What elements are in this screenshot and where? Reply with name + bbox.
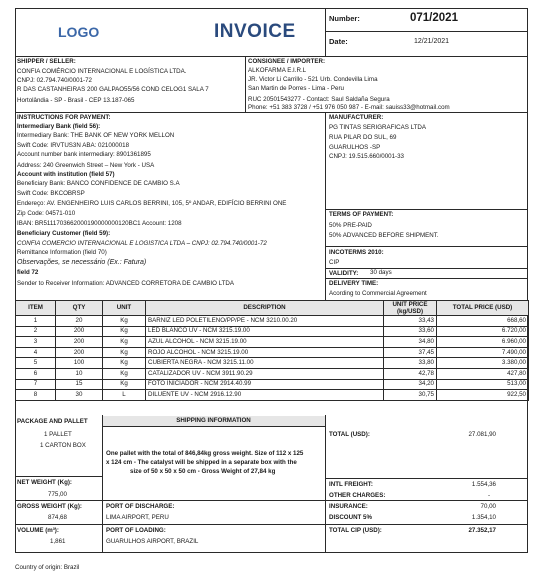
package-line: 1 PALLET	[44, 431, 72, 438]
cell-item: 6	[16, 368, 56, 379]
insurance-label: INSURANCE:	[329, 503, 368, 510]
cell-item: 3	[16, 337, 56, 348]
cell-total-price: 513,00	[437, 379, 529, 390]
gross-weight-label: GROSS WEIGHT (Kg):	[17, 503, 82, 510]
shipping-line: One pallet with the total of 846,84kg gross weight. Size of 112 x 125	[106, 450, 304, 457]
cell-unit: Kg	[103, 316, 146, 327]
cell-qty: 200	[56, 337, 103, 348]
discharge-label: PORT OF DISCHARGE:	[106, 503, 175, 510]
payment-line: IBAN: BR5111703662000190000000120BC1 Account: 1208	[17, 220, 182, 227]
insurance-value: 70,00	[480, 503, 496, 510]
consignee-line: ALKOFARMA E.I.R.L	[248, 67, 307, 74]
cell-item: 8	[16, 390, 56, 401]
payment-line: Zip Code: 04571-010	[17, 210, 76, 217]
country-of-origin: Country of origin: Brazil	[15, 564, 80, 571]
remittance-line: Remittance Information (field 70)	[17, 249, 107, 256]
terms-line: 50% ADVANCED BEFORE SHIPMENT.	[329, 232, 439, 239]
cell-qty: 200	[56, 347, 103, 358]
net-weight-top-rule	[15, 476, 102, 477]
discharge-value: LIMA AIRPORT, PERU	[106, 514, 169, 521]
consignee-label: CONSIGNEE / IMPORTER:	[248, 58, 326, 65]
payment-line: Swift Code: BKCOBRSP	[17, 190, 85, 197]
incoterms-value: CIP	[329, 259, 340, 266]
incoterms-label: INCOTERMS 2010:	[329, 249, 384, 256]
total-label: TOTAL (USD):	[329, 431, 370, 438]
table-row	[16, 326, 529, 337]
shipper-divider	[245, 56, 246, 112]
volume-top-rule	[15, 524, 528, 525]
total-cip-value: 27.352,17	[468, 527, 496, 534]
col-header-qty: QTY	[56, 301, 103, 316]
cell-item: 4	[16, 347, 56, 358]
manufacturer-line: RUA PILAR DO SUL, 69	[329, 134, 397, 141]
shipping-line: x 124 cm - The catalyst will be shipped in a separate box with the	[106, 459, 297, 466]
cell-description: CUBIERTA NEGRA - NCM 3215.11.00	[146, 358, 384, 369]
header-divider	[325, 8, 326, 56]
terms-top-rule	[325, 209, 528, 210]
manufacturer-line: PG TINTAS SERIGRAFICAS LTDA	[329, 124, 426, 131]
cell-unit: Kg	[103, 337, 146, 348]
cell-unit-price: 30,75	[384, 390, 437, 401]
cell-total-price: 6.720,00	[437, 326, 529, 337]
cell-qty: 200	[56, 326, 103, 337]
payment-line: Swift Code: IRVTUS3N ABA: 021000018	[17, 142, 130, 149]
field72-label: field 72	[17, 269, 39, 276]
discount-value: 1.354,10	[471, 514, 496, 521]
terms-label: TERMS OF PAYMENT:	[329, 211, 394, 218]
cell-description: BARNIZ LED POLETILENO/PP/PE - NCM 3210.00.20	[146, 316, 384, 327]
sender-line: Sender to Receiver Information: ADVANCED CORRETORA DE CAMBIO LTDA	[17, 280, 234, 287]
freight-value: 1.554,36	[471, 481, 496, 488]
consignee-line: RUC 20501543277 - Contact: Saul Saldaña Segura	[248, 96, 390, 103]
net-weight-value: 775,00	[48, 491, 67, 498]
header-mid-rule	[325, 31, 528, 32]
shipper-line: R DAS CASTANHEIRAS 200 GALPAO55/56 COND CELOG1 SALA 7	[17, 86, 209, 93]
cell-unit-price: 34,20	[384, 379, 437, 390]
cell-unit-price: 33,43	[384, 316, 437, 327]
net-weight-label: NET WEIGHT (Kg):	[17, 479, 72, 486]
cell-total-price: 6.960,00	[437, 337, 529, 348]
cell-description: AZUL ALCOHOL - NCM 3215.19.00	[146, 337, 384, 348]
consignee-line: San Martin de Porres - Lima - Peru	[248, 85, 344, 92]
cell-description: CATALIZADOR UV - NCM 3911.90.29	[146, 368, 384, 379]
cell-total-price: 427,80	[437, 368, 529, 379]
payment-line: Address: 240 Greenwich Street – New York - USA	[17, 162, 155, 169]
header-bottom-rule	[15, 56, 528, 57]
cell-description: FOTO INICIADOR - NCM 2914.40.99	[146, 379, 384, 390]
cell-item: 1	[16, 316, 56, 327]
validity-label: VALIDITY:	[329, 270, 359, 277]
table-row	[16, 347, 529, 358]
shipper-label: SHIPPER / SELLER:	[17, 58, 76, 65]
payment-label: INSTRUCTIONS FOR PAYMENT:	[17, 114, 111, 121]
freight-label: INTL FREIGHT:	[329, 481, 373, 488]
package-label: PACKAGE AND PALLET	[17, 418, 88, 425]
table-row	[16, 379, 529, 390]
consignee-line: JR. Victor Li Carrillo - 521 Urb. Condevilla Lima	[248, 76, 378, 83]
table-row	[16, 358, 529, 369]
company-logo: LOGO	[58, 24, 100, 40]
payment-divider	[325, 112, 326, 300]
cell-item: 5	[16, 358, 56, 369]
delivery-top-rule	[325, 278, 528, 279]
gross-weight-value: 874,68	[48, 514, 67, 521]
cell-item: 7	[16, 379, 56, 390]
cell-unit: Kg	[103, 326, 146, 337]
cell-qty: 15	[56, 379, 103, 390]
table-row	[16, 390, 529, 401]
cell-unit: Kg	[103, 368, 146, 379]
intermediary-label: Intermediary Bank (field 56):	[17, 123, 101, 130]
validity-top-rule	[325, 268, 528, 269]
delivery-value: Acording to Commercial Agreement	[329, 290, 427, 297]
shipper-line: CNPJ: 02.794.740/0001-72	[17, 77, 92, 84]
col-header-description: DESCRIPTION	[146, 301, 384, 316]
payment-line: Beneficiary Bank: BANCO CONFIDENCE DE CAMBIO S.A	[17, 180, 180, 187]
institution-label: Account with institution (field 57)	[17, 171, 115, 178]
cell-unit-price: 33,80	[384, 358, 437, 369]
total-value: 27.081,90	[468, 431, 496, 438]
cell-qty: 20	[56, 316, 103, 327]
validity-value: 30 days	[370, 269, 392, 276]
col-header-unit: UNIT	[103, 301, 146, 316]
shipper-line: Hortolândia - SP - Brasil - CEP 13.187-065	[17, 97, 135, 104]
shipper-line: CONFIA COMÉRCIO INTERNACIONAL E LOGÍSTICA LTDA.	[17, 68, 187, 75]
manufacturer-line: GUARULHOS -SP	[329, 144, 381, 151]
invoice-title: INVOICE	[214, 21, 296, 42]
package-line: 1 CARTON BOX	[40, 442, 86, 449]
manufacturer-label: MANUFACTURER:	[329, 114, 384, 121]
consignee-line: Phone: +51 383 3728 / +51 976 050 987 - E-mail: sauiss33@hotmail.com	[248, 104, 450, 111]
payment-line: Intermediary Bank: THE BANK OF NEW YORK MELLON	[17, 132, 175, 139]
table-row	[16, 316, 529, 327]
other-charges-label: OTHER CHARGES:	[329, 492, 386, 499]
discount-label: DISCOUNT 5%	[329, 514, 372, 521]
volume-label: VOLUME (m³):	[17, 527, 59, 534]
cell-total-price: 3.380,00	[437, 358, 529, 369]
cell-qty: 100	[56, 358, 103, 369]
beneficiary-label: Beneficiary Customer (field 59):	[17, 230, 111, 237]
total-cip-label: TOTAL CIP (USD):	[329, 527, 382, 534]
number-label: Number:	[329, 14, 360, 23]
shipping-line: size of 50 x 50 x 50 cm - Gross Weight of 27,84 kg	[130, 468, 276, 475]
cell-total-price: 668,60	[437, 316, 529, 327]
date-value: 12/21/2021	[414, 38, 450, 45]
cell-description: LED BLANCO UV - NCM 3215.19.00	[146, 326, 384, 337]
shipping-label: SHIPPING INFORMATION	[176, 417, 251, 424]
cell-total-price: 7.490,00	[437, 347, 529, 358]
cell-description: ROJO ALCOHOL - NCM 3215.19.00	[146, 347, 384, 358]
col-header-total-price: TOTAL PRICE (USD)	[437, 301, 529, 316]
cell-total-price: 922,50	[437, 390, 529, 401]
cell-unit: L	[103, 390, 146, 401]
date-label: Date:	[329, 37, 348, 46]
delivery-label: DELIVERY TIME:	[329, 280, 379, 287]
cell-unit-price: 34,80	[384, 337, 437, 348]
payment-line: Endereço: AV. ENGENHEIRO LUIS CARLOS BERRINI, 105, 5º ANDAR, EDIFÍCIO BERRINI ONE	[17, 200, 287, 207]
freight-top-rule	[325, 478, 528, 479]
cell-unit-price: 33,60	[384, 326, 437, 337]
incoterms-top-rule	[325, 246, 528, 247]
loading-label: PORT OF LOADING:	[106, 527, 166, 534]
observations-line: Observações, se necessário (Ex.: Fatura)	[17, 259, 147, 266]
table-row	[16, 337, 529, 348]
terms-line: 50% PRE-PAID	[329, 222, 372, 229]
manufacturer-line: CNPJ: 19.515.660/0001-33	[329, 153, 404, 160]
cell-unit-price: 42,78	[384, 368, 437, 379]
items-table	[15, 300, 529, 401]
other-charges-value: -	[487, 492, 490, 499]
package-divider	[102, 415, 103, 553]
shipper-bottom-rule	[15, 112, 528, 113]
col-header-item: ITEM	[16, 301, 56, 316]
table-row	[16, 368, 529, 379]
gross-weight-top-rule	[15, 500, 528, 501]
items-table-header	[16, 301, 529, 316]
cell-unit: Kg	[103, 358, 146, 369]
cell-description: DILUENTE UV - NCM 2916.12.90	[146, 390, 384, 401]
beneficiary-line: CONFIA COMERCIO INTERNACIONAL E LOGISTICA LTDA – CNPJ: 02.794.740/0001-72	[17, 240, 267, 247]
shipping-header-rule	[102, 426, 325, 427]
cell-unit-price: 37,45	[384, 347, 437, 358]
totals-divider	[325, 415, 326, 553]
cell-item: 2	[16, 326, 56, 337]
cell-unit: Kg	[103, 379, 146, 390]
number-value: 071/2021	[410, 12, 458, 24]
col-header-unit-price: UNIT PRICE (kg/USD)	[384, 301, 437, 316]
loading-value: GUARULHOS AIRPORT, BRAZIL	[106, 538, 199, 545]
cell-unit: Kg	[103, 347, 146, 358]
volume-value: 1,861	[50, 538, 66, 545]
cell-qty: 10	[56, 368, 103, 379]
payment-line: Account number bank intermediary: 8901361895	[17, 151, 151, 158]
cell-qty: 30	[56, 390, 103, 401]
